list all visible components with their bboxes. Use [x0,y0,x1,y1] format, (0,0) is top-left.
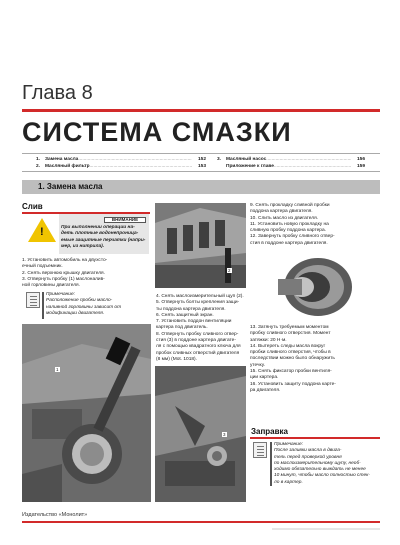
toc-item[interactable] [217,156,365,163]
fill-heading-rule [250,437,380,439]
step-line: 6. Снять защитный экран. [156,312,214,318]
warning-line: При выполнении операции на- [61,225,135,230]
engine-photo-illustration [22,324,151,502]
note-icon [253,442,267,458]
drain-heading: Слив [22,202,43,211]
toc-item-page: 156 [356,157,365,162]
note-line: После заливки масла в двига- [274,448,342,454]
footer-accent-line [272,528,380,530]
engine-top-illustration [155,203,246,288]
note-line: наливной горловины зависит от [46,304,122,310]
step-line: 8. Отвернуть пробку сливного отвер- [156,331,239,337]
step-line: ечный подъемник. [22,264,63,270]
step-line: 11. Установить новую прокладку на [250,221,329,227]
chapter-title: СИСТЕМА СМАЗКИ [22,117,292,147]
note-line: ходимо обязательно выждать не менее [274,467,366,473]
step-line: 15. Снять фиксатор пробки вентиля- [250,369,332,375]
toc-leader-dots [274,163,351,170]
step-line: стия в поддоне картера двигателя. [250,240,328,246]
photo-drain-plug [155,366,246,502]
step-line: 13. Затянуть требуемым моментом [250,325,329,330]
photo-engine-top [155,203,246,288]
note-icon [26,292,40,308]
warning-exclamation-icon: ! [40,226,44,238]
step-line: ра двигателя. [250,387,281,393]
toc-item-page: 152 [197,157,206,162]
step-line: поддона картера двигателя. [250,209,313,215]
toc-item-number: 2. [36,164,41,169]
plug-gasket-illustration [250,253,380,319]
photo-callout-2: 2 [228,268,231,273]
toc-item-number [217,163,226,170]
step-line: 14. Вытереть следы масла вокруг [250,343,326,349]
step-line: 3. Отвернуть пробку (1) маслоналив- [22,276,105,282]
toc-column-right [217,156,365,170]
toc-column-left [36,156,206,170]
photo-callout-3: 3 [223,432,226,437]
note-divider [270,442,272,486]
step-line: 4. Снять маслоизмерительный щуп (2). [156,294,244,299]
step-line: 7. Установить поддон вентиляции [156,319,232,325]
drain-plug-illustration [155,366,246,502]
step-line: ной горловины двигателя. [22,283,80,289]
middle-steps [156,294,247,363]
step-line: 10. Слить масло из двигателя. [250,215,319,221]
warning-line: деть плотные водонепроница- [61,231,139,237]
drain-steps [22,258,150,289]
step-line: сливную пробку поддона картера. [250,228,326,234]
toc-item[interactable] [217,163,365,170]
fill-heading: Заправка [251,427,288,436]
step-line: последствии можно было обнаружить [250,356,335,362]
note-line: Расположение пробки масло- [46,298,113,304]
table-of-contents [22,153,380,172]
footer-divider [22,521,380,523]
note-line: по маслоизмерительному щупу, необ- [274,460,361,466]
step-line: 9. Снять прокладку сливной пробки [250,203,330,208]
warning-text [61,225,147,250]
step-line: пробок сливных отверстий двигателя [156,350,240,356]
step-line: ля с помощью квадратного ключа для [156,344,241,350]
toc-leader-dots [78,156,192,163]
step-line: утечку. [250,362,265,368]
step-line: 12. Завернуть пробку сливного отвер- [250,234,335,240]
warning-line: мер, из нитрила). [61,243,105,249]
step-line: ты поддона картера двигателя. [156,306,226,312]
toc-item[interactable] [36,156,206,163]
step-line: картера под двигатель. [156,325,208,331]
toc-item-title: Масляный насос [226,157,267,162]
warning-line: емые защитные перчатки (напри- [61,237,146,243]
toc-item-title: Приложение к главе [226,164,274,169]
toc-item-title: Замена масла [45,157,79,162]
fill-note [274,442,380,486]
step-line: (8 мм) (Mot. 1018). [156,356,197,362]
toc-item[interactable] [36,163,206,170]
toc-item-title: Масляный фильтр [45,164,90,169]
step-line: стия (3) в поддоне картера двигате- [156,338,236,344]
note-line: Примечание: [274,442,303,447]
toc-leader-dots [90,163,192,170]
step-line: затяжки: 20 Н·м. [250,337,287,343]
header-divider [22,109,380,112]
step-line: 5. Отвернуть болты крепления защи- [156,300,240,306]
step-line: 1. Установить автомобиль на двухсто- [22,258,108,263]
drain-note [46,292,150,317]
photo-callout-1: 1 [56,367,59,372]
step-line: ции картера. [250,375,279,381]
warning-badge: ВНИМАНИЕ [104,217,146,223]
note-divider [42,292,44,319]
toc-item-number: 1. [36,157,41,162]
toc-item-page: 159 [356,164,365,169]
note-line: 10 минут, чтобы масло полностью стек- [274,473,370,479]
note-line: модификации двигателя. [46,310,105,316]
toc-item-page: 153 [197,164,206,169]
right-steps-top [250,203,380,247]
section-title: 1. Замена масла [38,182,103,191]
note-line: ло в картер. [274,479,303,485]
footer-publisher: Издательство «Монолит» [22,512,88,518]
step-line: пробку сливного отверстия. Момент [250,331,331,337]
toc-leader-dots [266,156,351,163]
step-line: 2. Снять верхнюю крышку двигателя. [22,270,105,276]
photo-oil-filler-cap [22,324,151,502]
chapter-number: Глава 8 [22,82,93,104]
toc-item-number: 3. [217,157,222,162]
note-line: Примечание: [46,292,75,297]
note-line: тель перед проверкой уровня [274,454,342,460]
photo-drain-plug-gasket [250,253,380,319]
step-line: 16. Установить защиту поддона карте- [250,381,336,387]
step-line: пробки сливного отверстия, чтобы в [250,350,331,356]
right-steps-bottom [250,325,380,394]
